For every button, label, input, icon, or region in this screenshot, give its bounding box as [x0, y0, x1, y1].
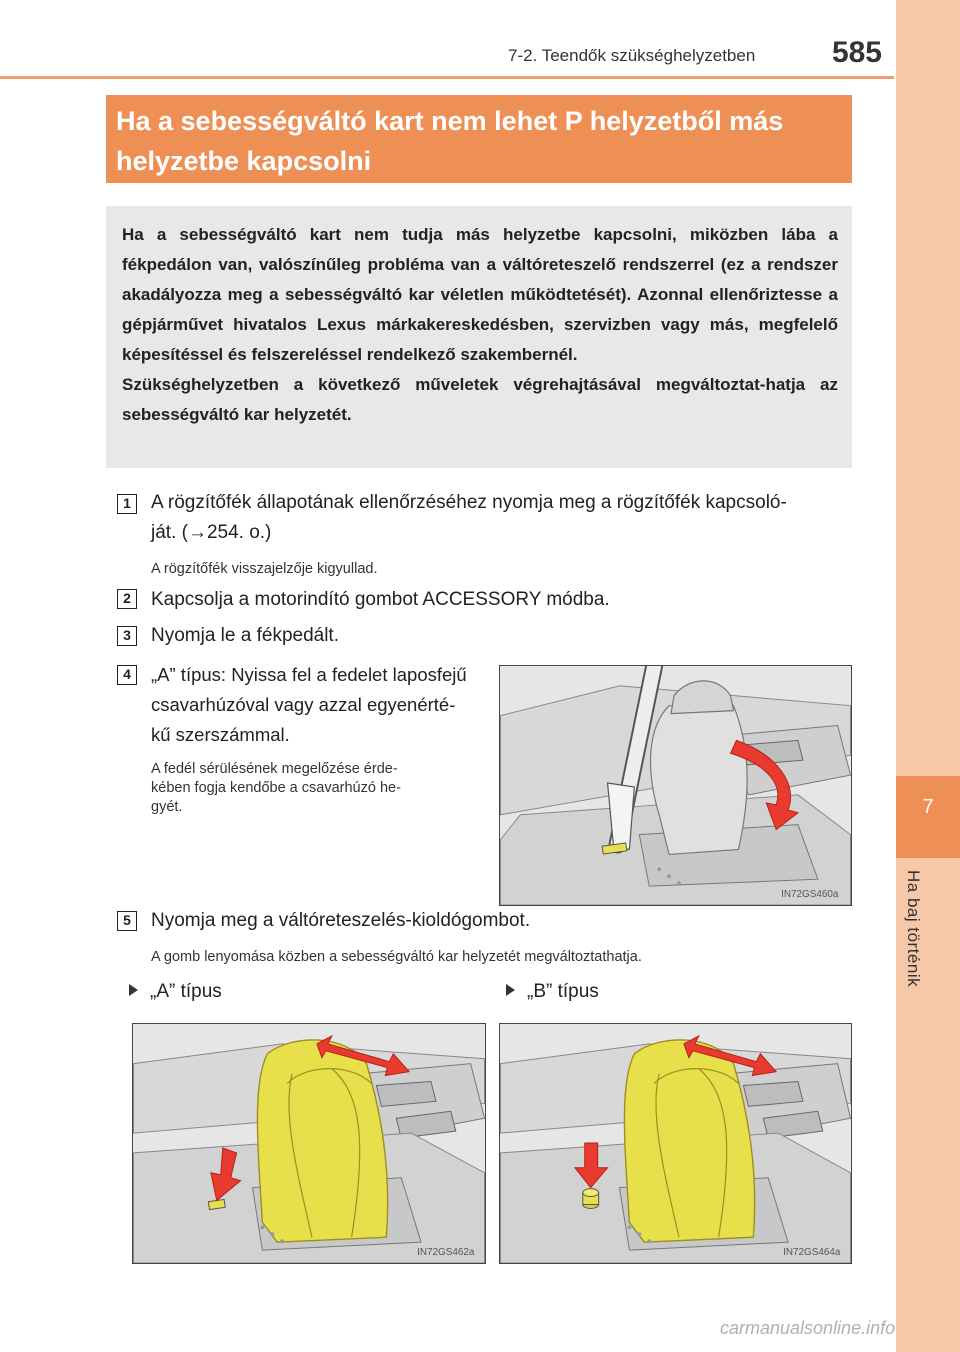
intro-paragraph-1: Ha a sebességváltó kart nem tudja más helyzetbe kapcsolni, miközben lába a fékpedálon van, valószínűleg probléma van a váltóreteszelő rendszerrel (ez a rendszer akadályozza meg a sebességváltó kar véletlen működtetését). Azonnal ellenőriztesse a gépjárművet hivatalos Lexus márkakereskedésben, szervizben vagy más, megfelelő képesítéssel és felszereléssel rendelkező szakembernél. [122, 225, 838, 364]
triangle-bullet-icon [129, 984, 138, 996]
step-4-note-line2: kében fogja kendőbe a csavarhúzó he- [151, 780, 401, 796]
step-4-line2: csavarhúzóval vagy azzal egyenérté- [151, 694, 456, 715]
section-title-line2: helyzetbe kapcsolni [116, 146, 372, 176]
header-divider [0, 76, 894, 79]
step-1-text [151, 488, 787, 548]
figure-type-b-release [499, 1023, 852, 1264]
triangle-bullet-icon [506, 984, 515, 996]
figure-3-code: IN72GS464a [783, 1247, 841, 1259]
section-title [116, 101, 842, 181]
step-4-number: 4 [117, 665, 137, 685]
step-5-text: Nyomja meg a váltóreteszelés-kioldógombot. [151, 910, 531, 931]
type-b-label [506, 981, 599, 1003]
step-3-text: Nyomja le a fékpedált. [151, 625, 339, 646]
figure-1-code: IN72GS460a [781, 889, 839, 901]
figure-screwdriver-cover-drawing [500, 666, 851, 905]
section-title-line1: Ha a sebességváltó kart nem lehet P helyzetből más [116, 106, 784, 136]
step-4-line3: kű szerszámmal. [151, 724, 290, 745]
step-2-number: 2 [117, 589, 137, 609]
step-4-note [151, 760, 401, 817]
step-1-number: 1 [117, 494, 137, 514]
side-chapter-title: Ha baj történik [904, 870, 923, 988]
page-number: 585 [831, 36, 882, 69]
section-title-bar [106, 95, 852, 183]
step-1-line1: A rögzítőfék állapotának ellenőrzéséhez nyomja meg a rögzítőfék kapcsoló- [151, 492, 787, 513]
step-4-line1: „A” típus: Nyissa fel a fedelet laposfejű [151, 664, 467, 685]
step-1-line2: ját. (→254. o.) [151, 522, 272, 543]
step-5-number: 5 [117, 911, 137, 931]
step-3-number: 3 [117, 626, 137, 646]
step-2-text: Kapcsolja a motorindító gombot ACCESSORY módba. [151, 589, 610, 610]
type-b-label-text: „B” típus [527, 981, 599, 1002]
step-4-note-line3: gyét. [151, 799, 183, 815]
figure-type-a-drawing [133, 1024, 485, 1263]
figure-2-code: IN72GS462a [417, 1247, 475, 1259]
side-tab-strip [896, 0, 960, 1352]
type-a-label-text: „A” típus [150, 981, 222, 1002]
figure-screwdriver-cover [499, 665, 852, 906]
figure-type-b-drawing [500, 1024, 851, 1263]
side-chapter-number: 7 [922, 796, 934, 818]
step-1-note: A rögzítőfék visszajelzője kigyullad. [151, 561, 378, 577]
watermark: carmanualsonline.info [720, 1318, 896, 1338]
step-4-text [151, 660, 467, 750]
figure-type-a-release [132, 1023, 486, 1264]
step-4-note-line1: A fedél sérülésének megelőzése érde- [151, 761, 398, 777]
intro-box [106, 206, 852, 468]
type-a-label [129, 981, 222, 1003]
header-section-title: 7-2. Teendők szükséghelyzetben [508, 46, 756, 65]
intro-paragraph-2: Szükséghelyzetben a következő műveletek végrehajtásával megváltoztat-hatja az sebességváltó kar helyzetét. [122, 375, 838, 424]
step-5-note: A gomb lenyomása közben a sebességváltó kar helyzetét megváltoztathatja. [151, 949, 642, 965]
